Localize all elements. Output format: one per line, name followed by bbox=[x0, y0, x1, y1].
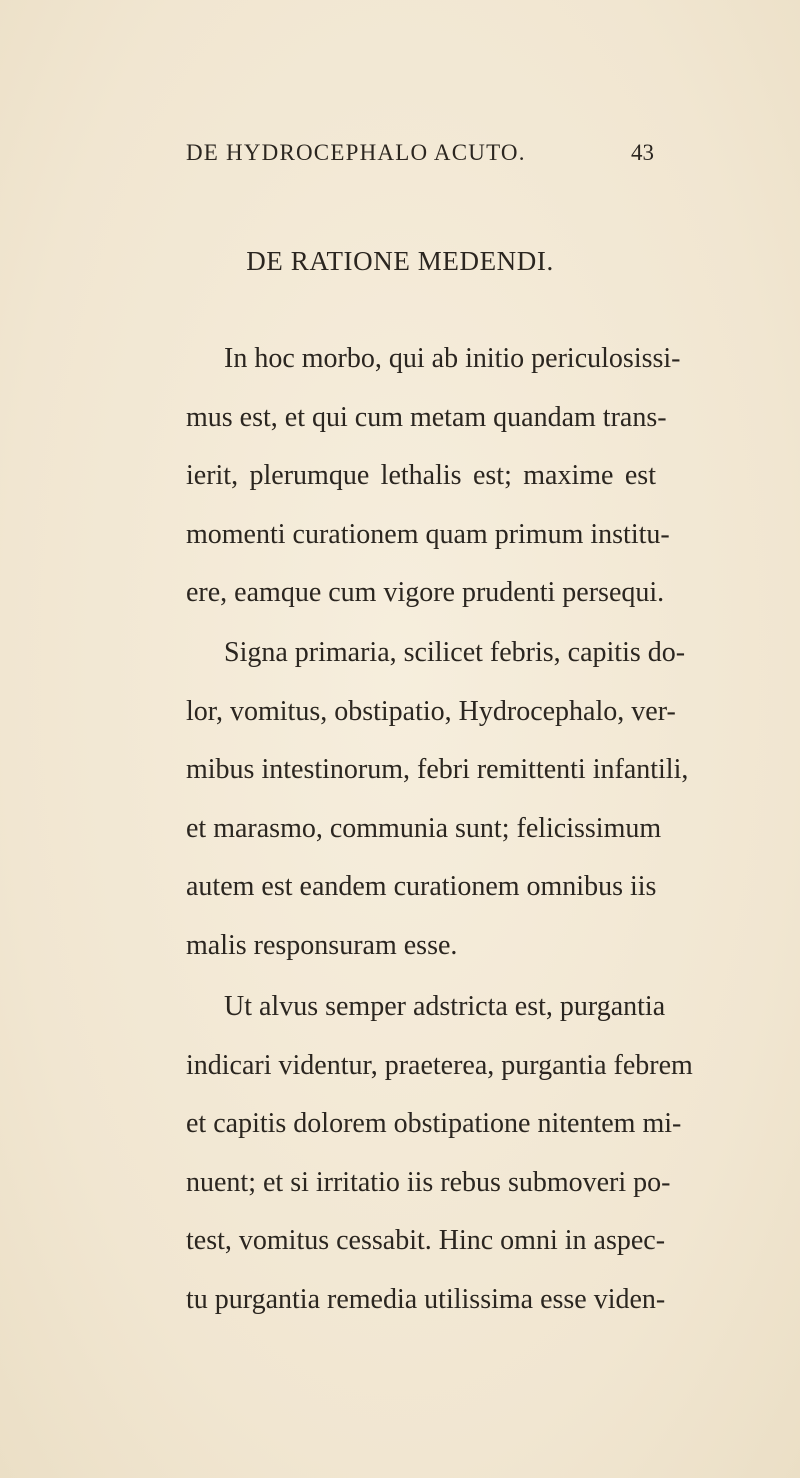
paragraph-1 bbox=[186, 330, 681, 623]
text-line: lor, vomitus, obstipatio, Hydrocephalo, ver- bbox=[186, 695, 676, 727]
paragraph-3 bbox=[186, 978, 693, 1329]
text-line: In hoc morbo, qui ab initio periculosissi- bbox=[224, 343, 681, 374]
section-title: DE RATIONE MEDENDI. bbox=[246, 246, 554, 276]
text-line: indicari videntur, praeterea, purgantia febrem bbox=[186, 1049, 693, 1081]
text-line: malis responsuram esse. bbox=[186, 929, 458, 961]
text-line: nuent; et si irritatio iis rebus submoveri po- bbox=[186, 1166, 671, 1198]
text-line: mus est, et qui cum metam quandam trans- bbox=[186, 401, 667, 433]
text-line: Ut alvus semper adstricta est, purgantia bbox=[224, 991, 666, 1022]
page-number: 43 bbox=[631, 140, 654, 165]
text-line: ere, eamque cum vigore prudenti persequi. bbox=[186, 577, 665, 608]
running-title: DE HYDROCEPHALO ACUTO. bbox=[186, 140, 526, 165]
text-line: momenti curationem quam primum institu- bbox=[186, 518, 670, 550]
text-line: ierit, plerumque lethalis est; maxime est bbox=[186, 460, 656, 491]
text-line: tu purgantia remedia utilissima esse viden- bbox=[186, 1283, 666, 1315]
text-line: Signa primaria, scilicet febris, capitis do- bbox=[224, 637, 686, 668]
running-head bbox=[186, 140, 654, 176]
paragraph-2 bbox=[186, 624, 689, 975]
text-line: et capitis dolorem obstipatione nitentem mi- bbox=[186, 1108, 682, 1139]
text-line: autem est eandem curationem omnibus iis bbox=[186, 871, 657, 902]
text-line: et marasmo, communia sunt; felicissimum bbox=[186, 812, 662, 844]
text-line: mibus intestinorum, febri remittenti infantili, bbox=[186, 754, 689, 785]
text-line: test, vomitus cessabit. Hinc omni in aspec- bbox=[186, 1225, 666, 1256]
